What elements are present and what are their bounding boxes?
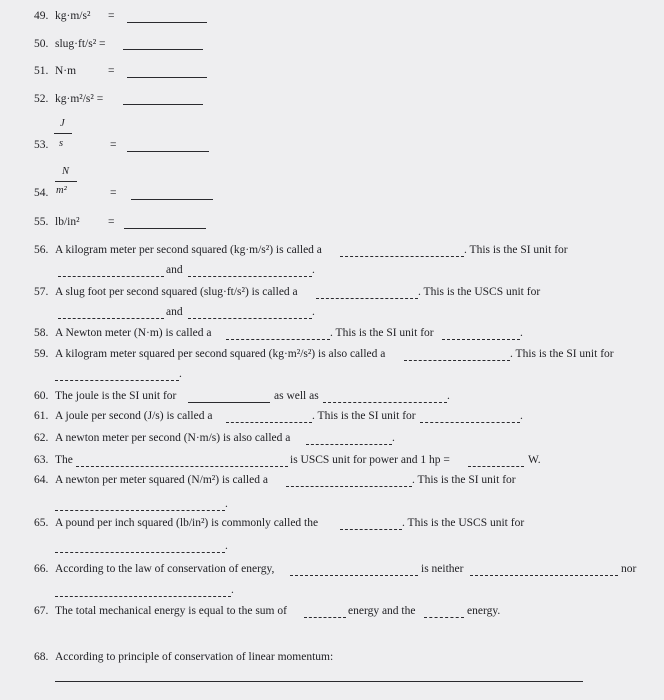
- q65-blank-2[interactable]: [55, 552, 225, 553]
- q54-equals: =: [110, 187, 117, 199]
- q53-denominator: s: [59, 138, 64, 149]
- q62-text: A newton meter per second (N·m/s) is also called a: [55, 432, 291, 444]
- q55-unit: lb/in²: [55, 216, 80, 228]
- q61-blank-1[interactable]: [226, 422, 312, 423]
- q55-number: 55.: [34, 216, 49, 228]
- q53-number: 53.: [34, 139, 49, 151]
- q54-numerator: N: [62, 166, 70, 177]
- q51-unit: N·m: [55, 65, 77, 77]
- q50-unit: slug·ft/s² =: [55, 38, 106, 50]
- q66-blank-3[interactable]: [55, 596, 231, 597]
- q67-number: 67.: [34, 605, 49, 617]
- q56-period: .: [312, 264, 315, 276]
- q63-text-2: is USCS unit for power and 1 hp =: [290, 454, 450, 466]
- q58-text-2: . This is the SI unit for: [330, 327, 434, 339]
- q56-text: A kilogram meter per second squared (kg·m/s²) is called a: [55, 244, 322, 256]
- q56-text-2: . This is the SI unit for: [464, 244, 568, 256]
- q50-number: 50.: [34, 38, 49, 50]
- q54-fraction-bar: [55, 181, 77, 182]
- q50-answer-blank[interactable]: [123, 49, 203, 50]
- q54-number: 54.: [34, 187, 49, 199]
- q56-and: and: [166, 264, 183, 276]
- q66-text-2: is neither: [421, 563, 464, 575]
- q58-text: A Newton meter (N·m) is called a: [55, 327, 212, 339]
- q49-equals: =: [108, 10, 115, 22]
- q56-blank-1[interactable]: [340, 256, 464, 257]
- q63-number: 63.: [34, 454, 49, 466]
- q62-blank-1[interactable]: [306, 444, 392, 445]
- q58-number: 58.: [34, 327, 49, 339]
- q67-blank-2[interactable]: [424, 617, 464, 618]
- q64-blank-2[interactable]: [55, 510, 225, 511]
- q56-blank-2[interactable]: [58, 276, 164, 277]
- q60-period: .: [447, 390, 450, 402]
- q66-period: .: [231, 584, 234, 596]
- q57-text: A slug foot per second squared (slug·ft/s²) is called a: [55, 286, 298, 298]
- q67-text: The total mechanical energy is equal to the sum of: [55, 605, 287, 617]
- q49-number: 49.: [34, 10, 49, 22]
- q51-answer-blank[interactable]: [127, 77, 207, 78]
- q56-blank-3[interactable]: [188, 276, 312, 277]
- q64-period: .: [225, 498, 228, 510]
- q66-text: According to the law of conservation of energy,: [55, 563, 275, 575]
- q57-text-2: . This is the USCS unit for: [418, 286, 541, 298]
- q59-period: .: [179, 368, 182, 380]
- q60-text: The joule is the SI unit for: [55, 390, 177, 402]
- q64-text: A newton per meter squared (N/m²) is called a: [55, 474, 268, 486]
- q51-number: 51.: [34, 65, 49, 77]
- q65-number: 65.: [34, 517, 49, 529]
- q59-text-2: . This is the SI unit for: [510, 348, 614, 360]
- q66-nor: nor: [621, 563, 637, 575]
- q65-text: A pound per inch squared (lb/in²) is commonly called the: [55, 517, 319, 529]
- q53-numerator: J: [60, 118, 65, 129]
- q66-blank-2[interactable]: [470, 575, 618, 576]
- q57-blank-1[interactable]: [316, 298, 418, 299]
- q51-equals: =: [108, 65, 115, 77]
- q68-text: According to principle of conservation of linear momentum:: [55, 651, 334, 663]
- q60-number: 60.: [34, 390, 49, 402]
- q61-period: .: [520, 410, 523, 422]
- q58-blank-2[interactable]: [442, 339, 520, 340]
- q59-text: A kilogram meter squared per second squared (kg·m²/s²) is also called a: [55, 348, 386, 360]
- q53-answer-blank[interactable]: [127, 151, 209, 152]
- q59-blank-2[interactable]: [55, 380, 179, 381]
- q49-answer-blank[interactable]: [127, 22, 207, 23]
- q52-unit: kg·m²/s² =: [55, 93, 104, 105]
- q52-number: 52.: [34, 93, 49, 105]
- q65-blank-1[interactable]: [340, 529, 402, 530]
- q59-number: 59.: [34, 348, 49, 360]
- q55-answer-blank[interactable]: [124, 228, 206, 229]
- q61-text: A joule per second (J/s) is called a: [55, 410, 213, 422]
- q56-number: 56.: [34, 244, 49, 256]
- q64-number: 64.: [34, 474, 49, 486]
- q67-blank-1[interactable]: [304, 617, 346, 618]
- q57-and: and: [166, 306, 183, 318]
- q60-text-2: as well as: [274, 390, 319, 402]
- q58-period: .: [520, 327, 523, 339]
- q65-period: .: [225, 540, 228, 552]
- q63-blank-2[interactable]: [468, 466, 524, 467]
- q67-text-2: energy and the: [348, 605, 416, 617]
- q64-blank-1[interactable]: [286, 486, 412, 487]
- q60-blank-1[interactable]: [188, 402, 270, 403]
- q59-blank-1[interactable]: [404, 360, 510, 361]
- q66-number: 66.: [34, 563, 49, 575]
- q67-text-3: energy.: [467, 605, 501, 617]
- q63-blank-1[interactable]: [76, 466, 288, 467]
- q57-period: .: [312, 306, 315, 318]
- q60-blank-2[interactable]: [323, 402, 447, 403]
- q55-equals: =: [108, 216, 115, 228]
- q57-number: 57.: [34, 286, 49, 298]
- q53-equals: =: [110, 139, 117, 151]
- q68-answer-blank[interactable]: [55, 681, 583, 682]
- q53-fraction-bar: [54, 133, 72, 134]
- q68-number: 68.: [34, 651, 49, 663]
- q49-unit: kg·m/s²: [55, 10, 91, 22]
- q54-denominator: m²: [56, 185, 67, 196]
- q61-number: 61.: [34, 410, 49, 422]
- q61-blank-2[interactable]: [420, 422, 520, 423]
- q58-blank-1[interactable]: [226, 339, 330, 340]
- q57-blank-3[interactable]: [188, 318, 312, 319]
- q63-unit: W.: [528, 454, 541, 466]
- q62-number: 62.: [34, 432, 49, 444]
- q57-blank-2[interactable]: [58, 318, 164, 319]
- q62-period: .: [392, 432, 395, 444]
- q61-text-2: . This is the SI unit for: [312, 410, 416, 422]
- q52-answer-blank[interactable]: [123, 104, 203, 105]
- q54-answer-blank[interactable]: [131, 199, 213, 200]
- q66-blank-1[interactable]: [290, 575, 418, 576]
- q63-text: The: [55, 454, 73, 466]
- q65-text-2: . This is the USCS unit for: [402, 517, 525, 529]
- q64-text-2: . This is the SI unit for: [412, 474, 516, 486]
